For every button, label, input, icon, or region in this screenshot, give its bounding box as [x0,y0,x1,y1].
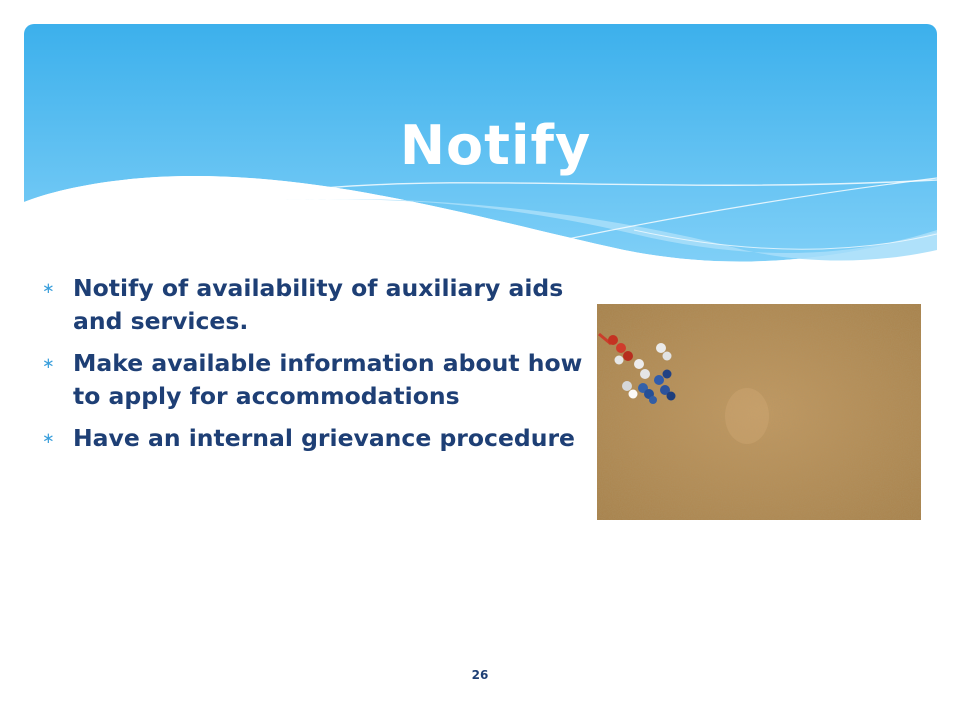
bullet-text: Notify of availability of auxiliary aids and services. [73,274,564,335]
slide-title: Notify [399,114,592,177]
asterisk-bullet-icon: ∗ [42,279,55,297]
corkboard-pushpins-image [597,304,921,520]
bullet-item [42,347,602,413]
bullet-text: Make available information about how to apply for accommodations [73,349,583,410]
bullet-item [42,272,602,338]
bullet-item [42,422,602,455]
asterisk-bullet-icon: ∗ [42,429,55,447]
asterisk-bullet-icon: ∗ [42,354,55,372]
bullet-text: Have an internal grievance procedure [73,424,575,452]
page-number: 26 [471,668,489,682]
title-banner [24,24,937,270]
bullet-list [42,272,602,464]
